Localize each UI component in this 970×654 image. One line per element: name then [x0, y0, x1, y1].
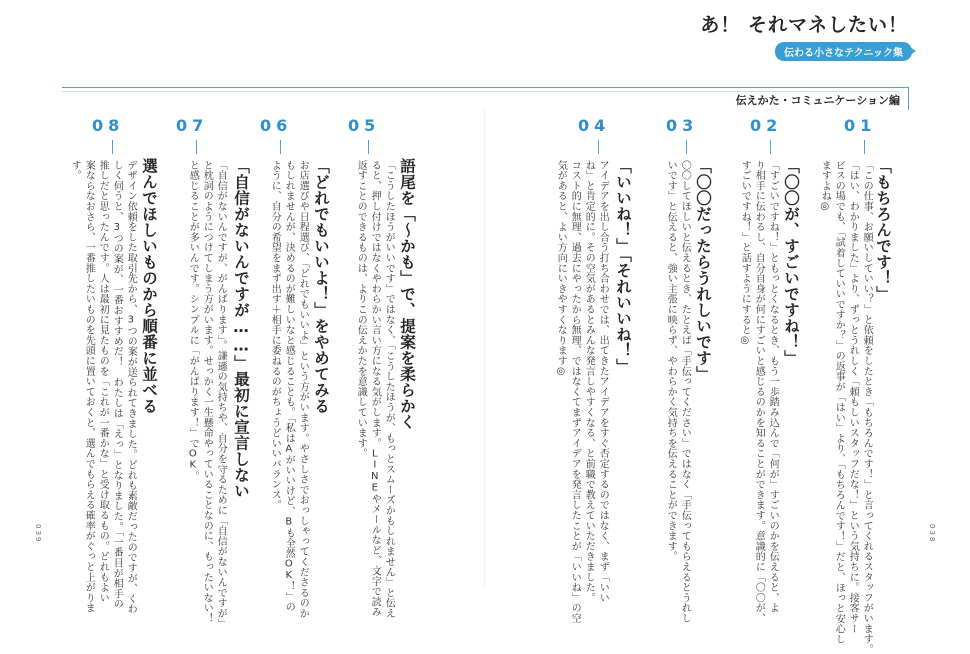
- number-stem: [368, 140, 369, 154]
- item-number-01: 01: [844, 116, 877, 135]
- item-body-07-line: と感じることが多いんです。シンプルに「がんばります！」でOK。: [187, 160, 199, 482]
- item-body-05-line: 返すことのできるものは、よりこの伝えかたを意識しています。: [355, 160, 367, 459]
- item-body-06-line: ように、自分の希望をまず出す＋相手に委ねるのがちょうどいいバランス。: [269, 160, 281, 511]
- item-body-04-line: コスト的に無理、過去にやったから無理、ではなくてまずアイデアを発言したことが「いいね」の空: [569, 160, 581, 624]
- number-stem: [598, 140, 599, 154]
- item-body-01-line: ビスの場でも、「試着していいですか？」の返事が「はい」より、「もちろんです！」だと、ほっと安心し: [833, 160, 845, 645]
- item-body-03-line: 〇〇してほしいと伝えるとき、たとえば「手伝ってください」ではなく「手伝ってもらえるとうれし: [679, 160, 691, 624]
- section-label: 伝えかた・コミュニケーション編: [735, 94, 900, 107]
- number-stem: [770, 140, 771, 154]
- item-body-04-line: アイデアを出し合う打ち合わせでは、出てきたアイデアをすぐ否定するのではなく、まず「いい: [597, 160, 609, 603]
- page-number-left: 039: [34, 524, 42, 544]
- item-title-04: 「いいね！」「それいいね！」: [614, 158, 632, 375]
- item-body-08-line: 案ならなおさら、一番推したいものを先頭に置いておくと、選んでもらえる確率がぐっと上がりま: [83, 160, 95, 614]
- item-number-05: 05: [348, 116, 381, 135]
- item-body-02-line: すごいですね！」と話すようにすると◎: [739, 160, 751, 347]
- item-title-03: 「〇〇だったらうれしいです」: [694, 158, 712, 382]
- item-body-08-line: 推しだと思ったんです。人は最初に見たものを「これが一番かな」と受け取るもの。どれもよい: [97, 160, 109, 603]
- item-body-05-line: ると、押し付けではなくやわらかい言い方になる気がします。LINEやメールなど、文字で読み: [369, 160, 381, 618]
- item-title-06: 「どれでもいいよ！」をやめてみる: [312, 158, 330, 414]
- subtitle-badge: 伝わる小さなテクニック集: [775, 42, 912, 61]
- item-body-03-line: いです」と伝えると、強い主張に映らず、やわらかく気持ちを伝えることができます。: [665, 160, 677, 562]
- number-stem: [280, 140, 281, 154]
- item-body-06-line: お店選びや日程選び、「どれでもいいよ」という方がいます。やさしさでおっしゃってくださるのか: [297, 160, 309, 619]
- item-title-01: 「もちろんです！」: [874, 158, 892, 302]
- item-number-03: 03: [666, 116, 699, 135]
- item-body-08-line: デザイン依頼をした取引先から、3つの案が送られてきました。どれも素敵だったのですが、くわ: [125, 160, 137, 615]
- number-stem: [864, 140, 865, 154]
- item-body-05-line: 「こうしたほうがいいです」ではなく、「こうしたほうが、もっとスムーズかもしれません」と伝え: [383, 160, 395, 619]
- item-body-08-line: しく伺うと、3つの案が、一番おすすめだ！ わたしは「えっ」となりました。「一番目が相手の: [111, 160, 123, 610]
- item-title-02: 「〇〇が、すごいですね！」: [782, 158, 800, 366]
- page-number-right: 038: [928, 524, 936, 544]
- item-body-04-line: ね」と肯定的に。その空気があるとみんな発言しやすくなる、と前職で教えていただきました。: [583, 160, 595, 603]
- item-body-01-line: ますよね◎: [819, 160, 831, 213]
- item-body-06-line: もしれませんが、決めるのが難しいなと感じることも。「私はAがいいけど、Bも全然OK！」の: [283, 160, 295, 613]
- item-body-02-line: り相手に伝わるし、自分自身が何にすごいと感じるのかを知ることができます。意識的に「〇〇が、: [753, 160, 765, 624]
- item-body-04-line: 気があると、よい方向にいきやすくなります◎: [555, 160, 567, 378]
- item-body-07-line: 「自信がないんですが、がんばります」。謙遜の気持ちや、自分を守るために「自信がないんですが」: [215, 160, 227, 629]
- gutter-divider: [484, 108, 485, 588]
- item-number-08: 08: [92, 116, 125, 135]
- item-body-01-line: 「この仕事、お願いしていい？」と依頼をしたとき「もちろんです！」と言ってくれるスタッフがいます。: [861, 160, 873, 654]
- item-title-08: 選んでほしいものから順番に並べる: [140, 158, 158, 414]
- number-stem: [196, 140, 197, 154]
- item-title-05: 語尾を「〜かも」で、提案を柔らかく: [398, 158, 416, 430]
- item-body-08-line: す。: [69, 160, 81, 181]
- page-title: あ！ それマネしたい！: [700, 14, 908, 36]
- item-number-02: 02: [750, 116, 783, 135]
- item-number-06: 06: [260, 116, 293, 135]
- item-body-07-line: と枕詞のようにつけてしまう方がいます。せっかく一生懸命やっていることなのに、もったいない！: [201, 160, 213, 624]
- item-title-07: 「自信がないんですが……」最初に宣言しない: [232, 158, 250, 499]
- item-body-02-line: 「すごいですね！」ともっとくなるとき、もう一歩踏み込んで「何が」すごいのかを伝えると、よ: [767, 160, 779, 614]
- item-body-01-line: 「はい、わかりました」より、ずっとうれしく「頼もしいスタッフだな！」という気持ちに。接客サー: [847, 160, 859, 634]
- section-rule: [62, 87, 900, 88]
- number-stem: [112, 140, 113, 154]
- item-number-07: 07: [176, 116, 209, 135]
- number-stem: [686, 140, 687, 154]
- item-number-04: 04: [578, 116, 611, 135]
